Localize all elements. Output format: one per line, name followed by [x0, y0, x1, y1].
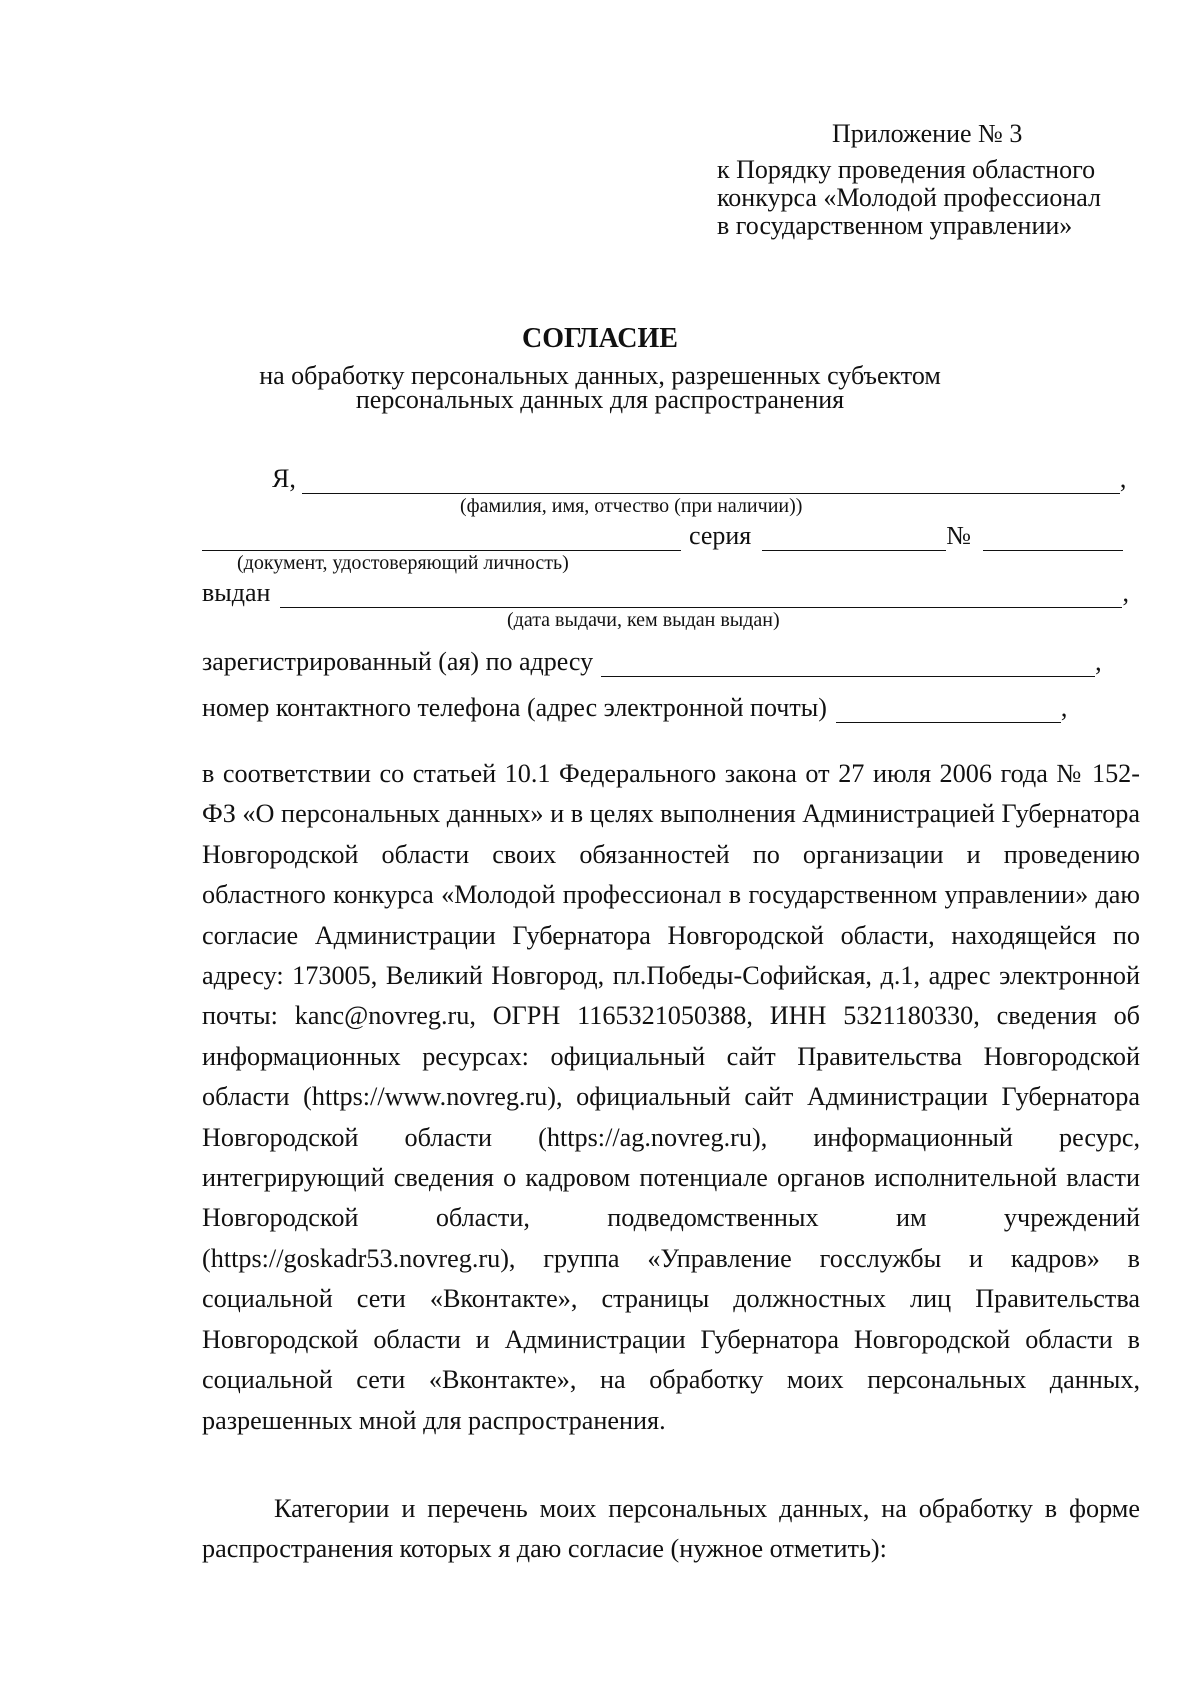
issued-caption: (дата выдачи, кем выдан выдан) — [507, 609, 780, 631]
personal-info-form — [202, 464, 1140, 723]
phone-row — [202, 693, 1140, 723]
address-field[interactable] — [601, 652, 1095, 677]
name-row — [202, 464, 1140, 494]
comma: , — [1122, 578, 1129, 607]
name-caption: (фамилия, имя, отчество (при наличии)) — [460, 495, 803, 517]
phone-label: номер контактного телефона (адрес электронной почты) — [202, 693, 827, 722]
document-heading — [0, 322, 1200, 412]
address-label: зарегистрированный (ая) по адресу — [202, 647, 594, 676]
series-field[interactable] — [762, 526, 946, 551]
appendix-line: конкурса «Молодой профессионал — [717, 183, 1101, 212]
number-label: № — [946, 521, 972, 550]
document-title: СОГЛАСИЕ — [522, 323, 678, 354]
document-subtitle-line: персональных данных для распространения — [355, 385, 845, 414]
document-caption: (документ, удостоверяющий личность) — [237, 552, 569, 574]
categories-paragraph: Категории и перечень моих персональных данных, на обработку в форме распространения которых я даю согласие (нужное отметить): — [202, 1494, 1140, 1564]
comma: , — [1095, 647, 1102, 676]
issued-by-field[interactable] — [280, 583, 1122, 608]
comma: , — [1119, 464, 1127, 493]
document-number-field[interactable] — [983, 526, 1123, 551]
document-row — [202, 521, 1140, 551]
identity-document-field[interactable] — [202, 526, 681, 551]
appendix-line: к Порядку проведения областного — [717, 155, 1096, 184]
consent-paragraph: в соответствии со статьей 10.1 Федерального закона от 27 июля 2006 года № 152-ФЗ «О персональных данных» и в целях выполнения Администрацией Губернатора Новгородской области своих обязанностей по организации и проведению областного конкурса «Молодой профессионал в государственном управлении» даю согласие Администрации Губернатора Новгородской области, находящейся по адресу: 173005, Великий Новгород, пл.Победы-Софийская, д.1, адрес электронной почты: kanc@novreg.ru, ОГРН 1165321050388, ИНН 5321180330, сведения об информационных ресурсах: официальный сайт Правительства Новгородской области (https://www.novreg.ru), официальный сайт Администрации Губернатора Новгородской области (https://ag.novreg.ru), информационный ресурс, интегрирующий сведения о кадровом потенциале органов исполнительной власти Новгородской области, подведомственных им учреждений (https://goskadr53.novreg.ru), группа «Управление госслужбы и кадров» в социальной сети «Вконтакте», страницы должностных лиц Правительства Новгородской области и Администрации Губернатора Новгородской области в социальной сети «Вконтакте», на обработку моих персональных данных, разрешенных мной для распространения. — [202, 759, 1140, 1435]
appendix-number: Приложение № 3 — [832, 119, 1023, 148]
issued-row — [202, 578, 1140, 608]
comma: , — [1060, 693, 1068, 722]
phone-email-field[interactable] — [836, 698, 1061, 723]
appendix-header — [717, 120, 1101, 240]
document-subtitle-line: на обработку персональных данных, разрешенных субъектом — [259, 361, 941, 390]
appendix-line: в государственном управлении» — [717, 211, 1073, 240]
issued-label: выдан — [202, 578, 271, 607]
i-label: Я, — [272, 464, 296, 493]
address-row — [202, 647, 1140, 677]
full-name-field[interactable] — [302, 469, 1120, 494]
series-label: серия — [689, 521, 752, 550]
